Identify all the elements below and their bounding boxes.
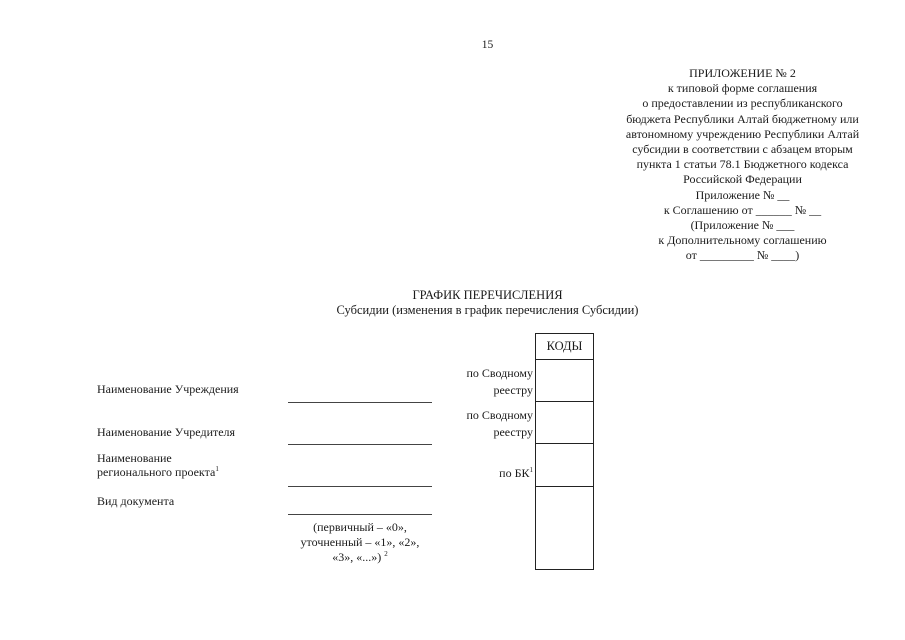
appendix-header: [590, 66, 895, 264]
bk-label: по $БК^1$: [499, 466, 533, 480]
appendix-line: пункта 1 статьи 78.1 Бюджетного кодекса: [636, 157, 849, 172]
footnote-mark: 1: [529, 466, 533, 474]
codes-divider: [535, 443, 594, 444]
doc-type-note-line: «3», «...») $^2$: [332, 550, 388, 564]
codes-divider: [535, 486, 594, 487]
registry-label-founder: [433, 407, 533, 441]
founder-label: Наименование Учредителя: [97, 425, 236, 439]
footnote-mark: 2: [384, 550, 388, 558]
doc-type-note: [280, 520, 440, 565]
registry-label-line: реестру: [493, 425, 533, 439]
appendix-line: Российской Федерации: [683, 172, 802, 187]
appendix-line: Приложение № __: [695, 187, 790, 202]
appendix-line: к Дополнительному соглашению: [658, 233, 827, 248]
appendix-line: от _________ № ____): [685, 248, 800, 263]
page-number: 15: [481, 39, 494, 51]
doc-type-note-line: уточненный – «1», «2»,: [300, 535, 420, 549]
footnote-mark: 1: [215, 465, 219, 473]
founder-field-line[interactable]: [288, 444, 432, 445]
doc-type-note-line: (первичный – «0»,: [313, 520, 407, 534]
appendix-line: (Приложение № ___: [690, 218, 795, 233]
project-label-line2: регионального проекта$^1$: [97, 465, 219, 479]
project-field-line[interactable]: [288, 486, 432, 487]
registry-label-line: по Сводному: [466, 366, 533, 380]
appendix-line: к типовой форме соглашения: [667, 81, 818, 96]
appendix-line: субсидии в соответствии с абзацем вторым: [632, 142, 853, 157]
project-label: [97, 451, 219, 479]
registry-label-line: по Сводному: [466, 408, 533, 422]
institution-field-line[interactable]: [288, 402, 432, 403]
appendix-line: о предоставлении из республиканского: [642, 96, 843, 111]
project-label-line1: Наименование: [97, 451, 172, 465]
doc-type-field-line[interactable]: [288, 514, 432, 515]
codes-table: [535, 333, 594, 570]
doc-type-label: Вид документа: [97, 494, 175, 508]
codes-divider: [535, 359, 594, 360]
codes-header: КОДЫ: [546, 339, 583, 353]
registry-label-institution: [433, 365, 533, 399]
document-title: ГРАФИК ПЕРЕЧИСЛЕНИЯ: [412, 288, 563, 302]
registry-label-line: реестру: [493, 383, 533, 397]
appendix-line: автономному учреждению Республики Алтай: [625, 126, 860, 141]
appendix-line: к Соглашению от ______ № __: [663, 202, 822, 217]
appendix-line: бюджета Республики Алтай бюджетному или: [626, 111, 859, 126]
appendix-line: ПРИЛОЖЕНИЕ № 2: [689, 66, 796, 80]
codes-divider: [535, 401, 594, 402]
institution-label: Наименование Учреждения: [97, 382, 239, 396]
document-subtitle: Субсидии (изменения в график перечисления Субсидии): [336, 303, 639, 317]
